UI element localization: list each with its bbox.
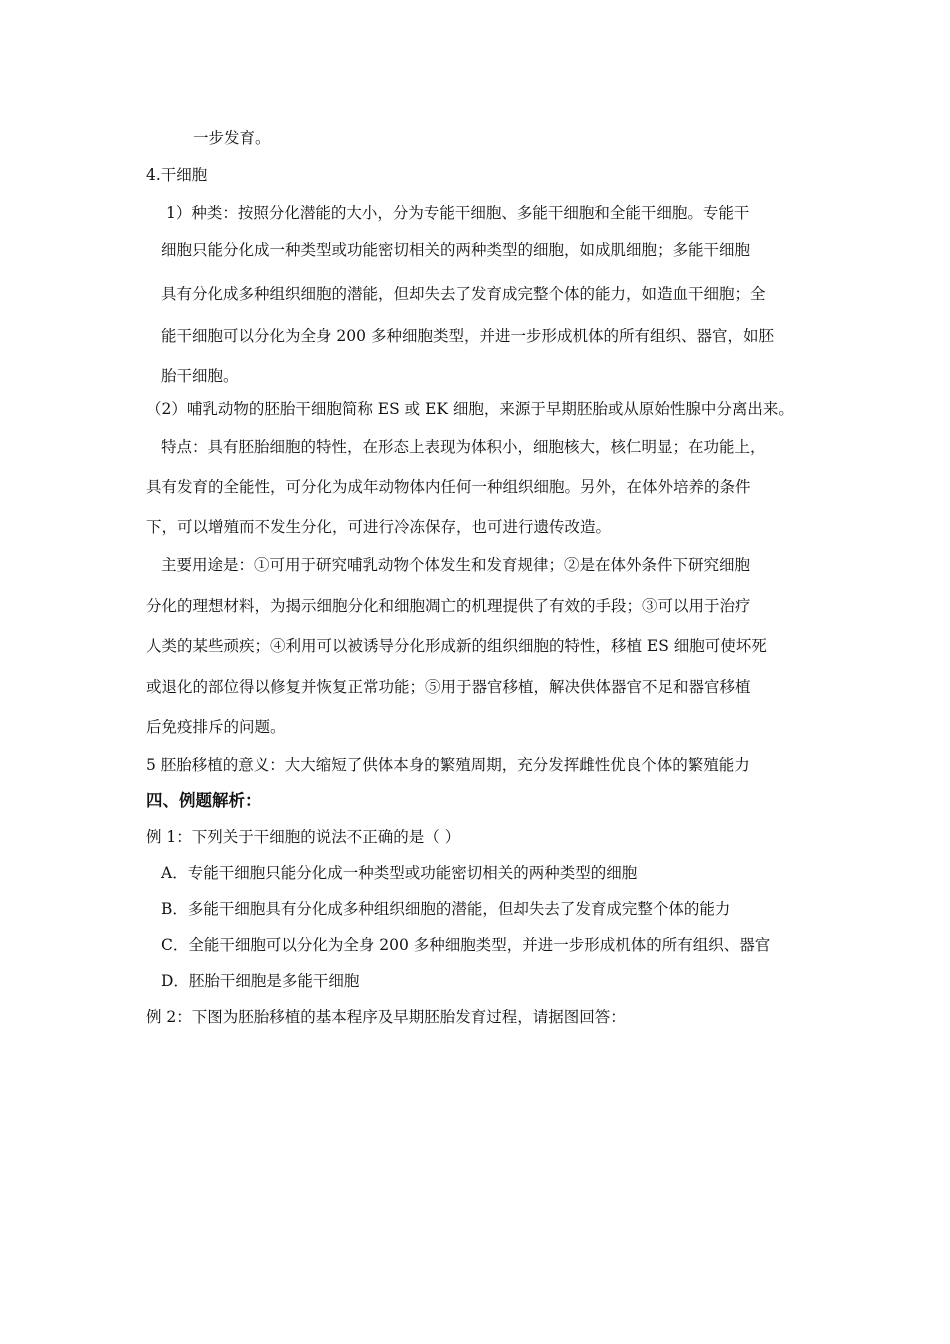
example-1-option-c: C．全能干细胞可以分化为全身 200 多种细胞类型，并进一步形成机体的所有组织、器官 — [161, 936, 771, 954]
uses-line-1: 主要用途是：①可用于研究哺乳动物个体发生和发育规律；②是在体外条件下研究细胞 — [161, 556, 751, 574]
section-4-title: 4.干细胞 — [146, 166, 208, 184]
continuation-text: 一步发育。 — [193, 129, 271, 147]
features-line-1: 特点：具有胚胎细胞的特性，在形态上表现为体积小，细胞核大，核仁明显；在功能上， — [161, 438, 766, 456]
example-1-question: 例 1：下列关于干细胞的说法不正确的是（ ） — [146, 828, 461, 846]
uses-line-5: 后免疫排斥的问题。 — [146, 718, 286, 736]
types-line-1: 1）种类：按照分化潜能的大小，分为专能干细胞、多能干细胞和全能干细胞。专能干 — [166, 204, 750, 222]
uses-line-3: 人类的某些顽疾；④利用可以被诱导分化形成新的组织细胞的特性，移植 ES 细胞可使坏死 — [146, 637, 767, 655]
example-1-option-b: B．多能干细胞具有分化成多种组织细胞的潜能，但却失去了发育成完整个体的能力 — [161, 900, 731, 918]
uses-line-4: 或退化的部位得以修复并恢复正常功能；⑤用于器官移植，解决供体器官不足和器官移植 — [146, 678, 751, 696]
types-line-5: 胎干细胞。 — [161, 367, 239, 385]
types-line-3: 具有分化成多种组织细胞的潜能，但却失去了发育成完整个体的能力，如造血干细胞；全 — [161, 285, 766, 303]
example-1-option-a: A．专能干细胞只能分化成一种类型或功能密切相关的两种类型的细胞 — [161, 864, 638, 882]
section-heading: 四、例题解析： — [146, 791, 262, 810]
features-line-3: 下，可以增殖而不发生分化，可进行冷冻保存，也可进行遗传改造。 — [146, 518, 612, 536]
types-line-4: 能干细胞可以分化为全身 200 多种细胞类型，并进一步形成机体的所有组织、器官，如胚 — [161, 327, 774, 345]
features-line-2: 具有发育的全能性，可分化为成年动物体内任何一种组织细胞。另外，在体外培养的条件 — [146, 478, 751, 496]
es-intro: （2）哺乳动物的胚胎干细胞简称 ES 或 EK 细胞，来源于早期胚胎或从原始性腺中分离出来。 — [146, 400, 794, 418]
types-line-2: 细胞只能分化成一种类型或功能密切相关的两种类型的细胞，如成肌细胞；多能干细胞 — [161, 241, 751, 259]
example-1-option-d: D．胚胎干细胞是多能干细胞 — [161, 972, 360, 990]
example-2-question: 例 2：下图为胚胎移植的基本程序及早期胚胎发育过程，请据图回答： — [146, 1008, 626, 1026]
section-5: 5 胚胎移植的意义：大大缩短了供体本身的繁殖周期，充分发挥雌性优良个体的繁殖能力 — [146, 756, 750, 774]
uses-line-2: 分化的理想材料，为揭示细胞分化和细胞凋亡的机理提供了有效的手段；③可以用于治疗 — [146, 597, 751, 615]
